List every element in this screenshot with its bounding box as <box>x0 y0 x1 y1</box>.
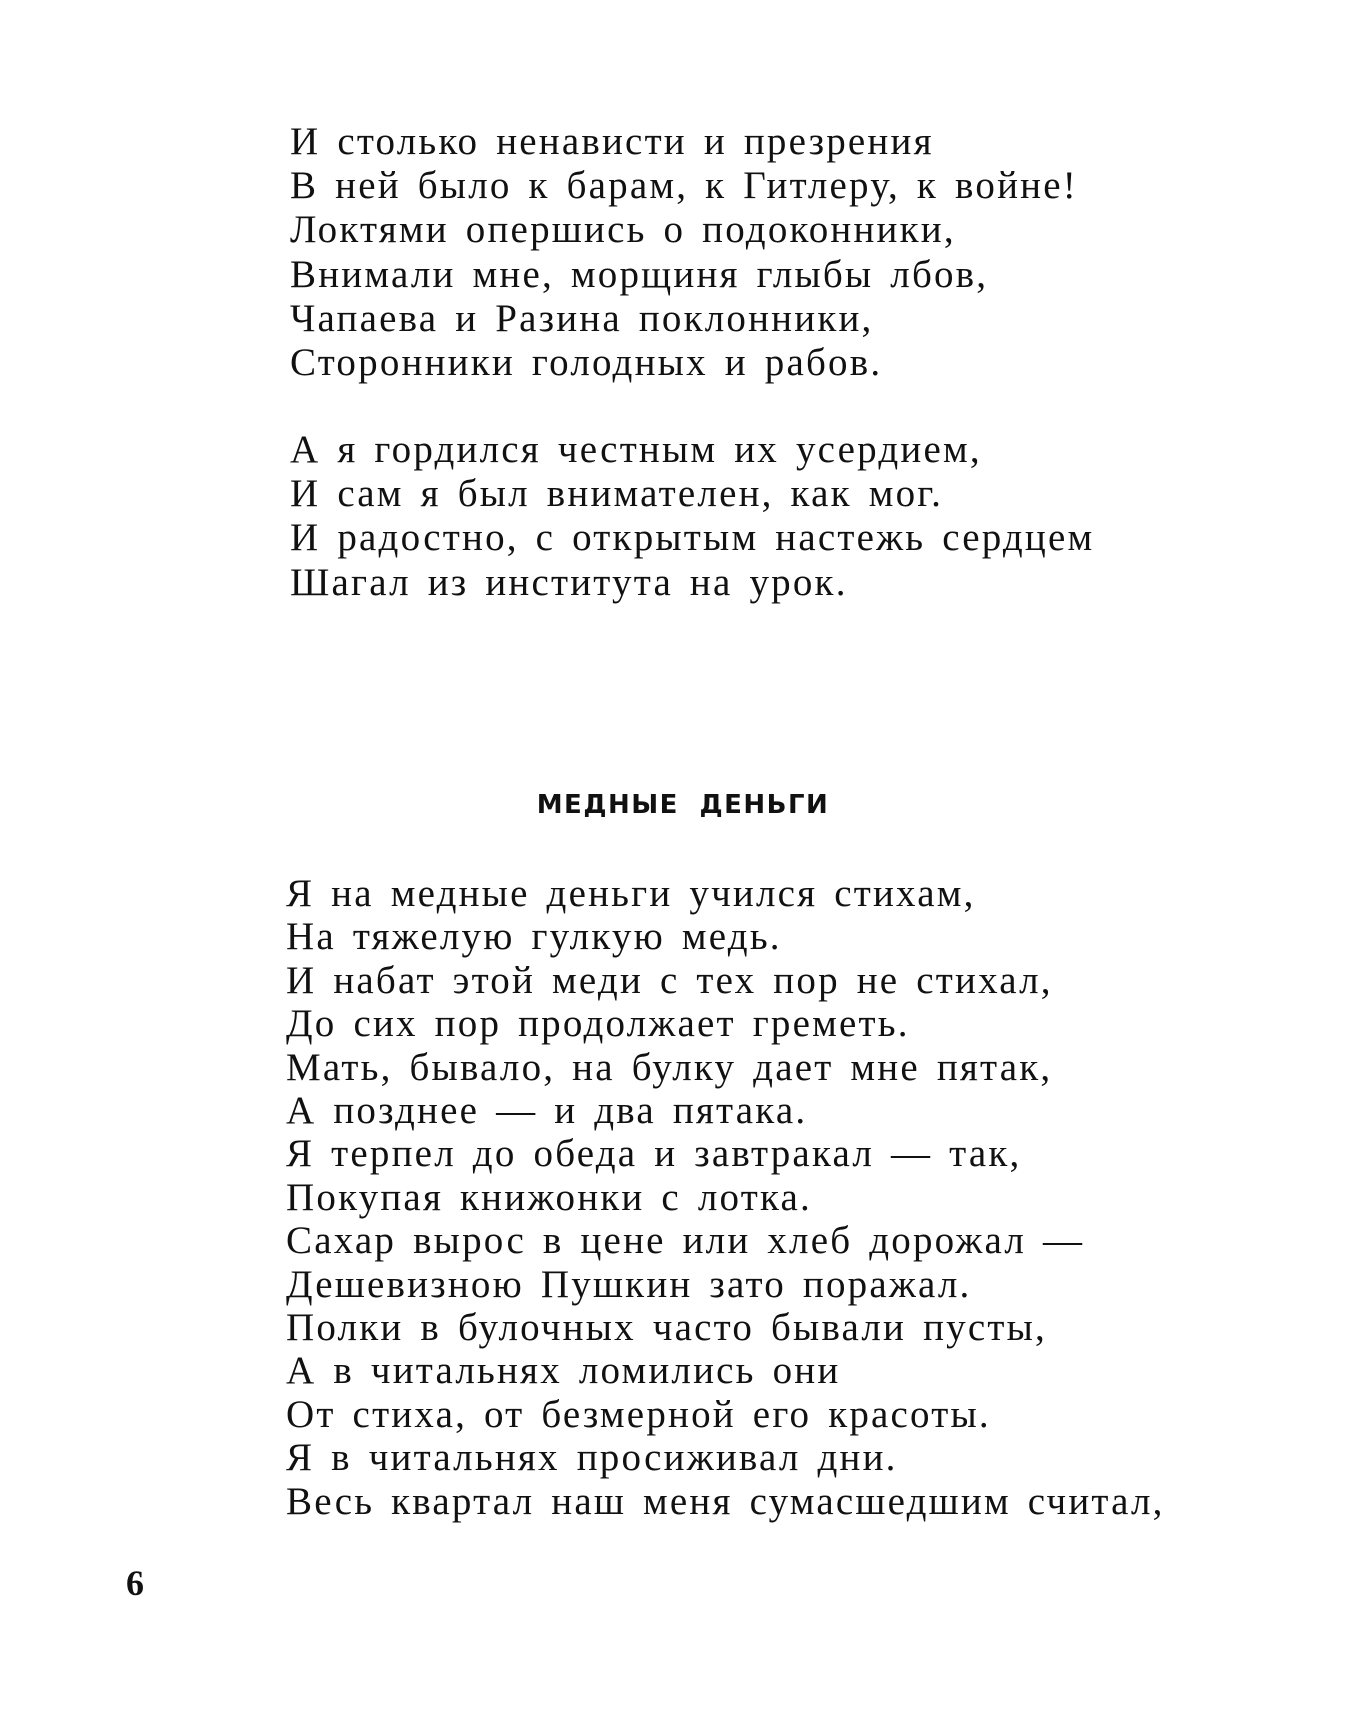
verse-line: Внимали мне, морщиня глыбы лбов, <box>290 252 989 296</box>
verse-line: А в читальнях ломились они <box>286 1349 841 1393</box>
verse-line: А позднее — и два пятака. <box>286 1089 808 1133</box>
verse-line: Сторонники голодных и рабов. <box>290 341 883 385</box>
verse-line: Сахар вырос в цене или хлеб дорожал — <box>286 1219 1085 1263</box>
poem-stanza-3 <box>286 872 1165 1523</box>
verse-line: Покупая книжонки с лотка. <box>286 1175 813 1219</box>
verse-line: До сих пор продолжает греметь. <box>286 1002 910 1046</box>
verse-line: В ней было к барам, к Гитлеру, к войне! <box>290 164 1078 208</box>
verse-line: От стиха, от безмерной его красоты. <box>286 1392 991 1436</box>
verse-line: И сам я был внимателен, как мог. <box>290 472 944 516</box>
verse-line: Чапаева и Разина поклонники, <box>290 296 874 340</box>
verse-line: И столько ненависти и презрения <box>290 120 934 163</box>
verse-line: Полки в булочных часто бывали пусты, <box>286 1306 1047 1350</box>
poem-title: МЕДНЫЕ ДЕНЬГИ <box>536 790 830 820</box>
poem-stanza-1 <box>290 120 1078 385</box>
verse-line: И набат этой меди с тех пор не стихал, <box>286 958 1053 1002</box>
verse-line: Дешевизною Пушкин зато поражал. <box>286 1262 972 1306</box>
verse-line: На тяжелую гулкую медь. <box>286 915 782 959</box>
verse-line: А я гордился честным их усердием, <box>290 428 982 471</box>
verse-line: Я терпел до обеда и завтракал — так, <box>286 1132 1022 1176</box>
verse-line: И радостно, с открытым настежь сердцем <box>290 516 1095 560</box>
verse-line: Мать, бывало, на булку дает мне пятак, <box>286 1045 1053 1089</box>
verse-line: Я в читальнях просиживал дни. <box>286 1436 898 1480</box>
page-number: 6 <box>126 1563 144 1603</box>
verse-line: Весь квартал наш меня сумасшедшим считал, <box>286 1479 1165 1523</box>
poem-stanza-2 <box>290 428 1094 605</box>
verse-line: Шагал из института на урок. <box>290 560 848 604</box>
verse-line: Локтями опершись о подоконники, <box>290 208 956 252</box>
verse-line: Я на медные деньги учился стихам, <box>286 872 976 915</box>
